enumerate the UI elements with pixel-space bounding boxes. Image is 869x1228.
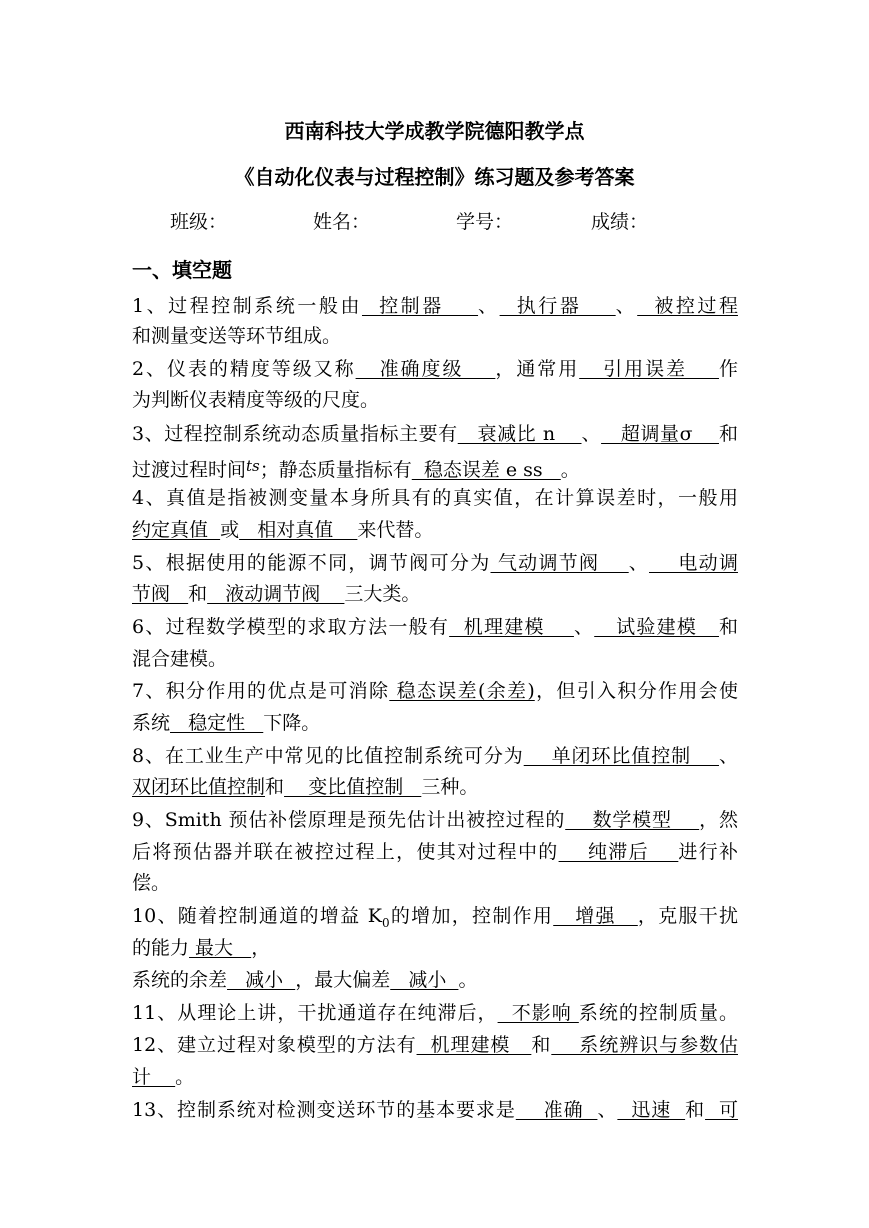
q11-text-end: 系统的控制质量。: [578, 1002, 738, 1024]
question-9-line-1: [132, 806, 738, 834]
q12-blank-2: 系统辨识与参数估: [551, 1034, 738, 1056]
question-4-line-2: [132, 516, 738, 544]
question-9-line-2: [132, 838, 738, 866]
q12-text-end: 。: [175, 1066, 195, 1088]
question-12-line-1: [132, 1031, 738, 1059]
q7-text-end: 下降。: [263, 712, 321, 734]
question-1-line-1: [132, 292, 738, 320]
q1-text-end: 和测量变送等环节组成。: [132, 325, 342, 347]
question-9-line-3: [132, 869, 738, 897]
q5-blank-2: 电动调: [649, 552, 738, 574]
q10-text-4: 的能力: [132, 937, 190, 959]
class-label: 班级：: [170, 211, 228, 233]
k0-subscript: 0: [381, 915, 390, 930]
q9-text-2: ，然: [699, 809, 738, 831]
q8-sep: 、: [718, 745, 738, 767]
question-5-line-1: [132, 549, 738, 577]
question-6-line-1: [132, 613, 738, 641]
q6-text: 6、过程数学模型的求取方法一般有: [132, 616, 450, 638]
q1-sep: 、: [478, 295, 500, 317]
question-12-line-2: [132, 1063, 738, 1091]
q6-blank-1: 机理建模: [449, 616, 574, 638]
q9-blank-2: 纯滞后: [558, 841, 679, 863]
q5-text-2: 和: [188, 583, 208, 605]
score-label: 成绩：: [591, 211, 649, 233]
question-10-line-2: [132, 934, 738, 962]
q6-text-end: 混合建模。: [132, 648, 228, 670]
question-8-line-1: [132, 742, 738, 770]
q10-text-3: ，克服干扰: [637, 905, 738, 927]
q3-sep: 、: [581, 423, 602, 445]
document-subtitle: 《自动化仪表与过程控制》练习题及参考答案: [234, 165, 635, 189]
question-3-line-1: [132, 420, 738, 448]
q2-text-3: 作: [718, 358, 738, 380]
q5-blank-1: 气动调节阀: [490, 552, 629, 574]
q3-text-4: ；静态质量指标有: [259, 459, 412, 480]
q4-text-2: 或: [220, 519, 240, 541]
question-2-line-2: [132, 386, 738, 414]
q3-text: 3、过程控制系统动态质量指标主要有: [132, 423, 458, 445]
question-8-line-2: [132, 773, 738, 801]
question-2-line-1: [132, 355, 738, 383]
q5-text-end: 三大类。: [344, 583, 421, 605]
q10-blank-1: 增强: [553, 905, 638, 927]
ts-symbol: ts: [246, 457, 260, 475]
q7-blank-2: 稳定性: [170, 712, 264, 734]
q9-text-3: 后将预估器并联在被控过程上，使其对过程中的: [132, 841, 559, 863]
q6-blank-2: 试验建模: [594, 616, 719, 638]
q7-text-2: ，但引入积分作用会使: [534, 680, 738, 702]
q9-blank-1: 数学模型: [565, 809, 700, 831]
q8-blank-1: 单闭环比值控制: [523, 745, 719, 767]
q12-blank-1: 机理建模: [416, 1034, 532, 1056]
question-3-line-2: [132, 452, 738, 480]
q12-blank-2-cont: 计: [132, 1066, 176, 1088]
q9-text: 9、Smith 预估补偿原理是预先估计出被控过程的: [132, 809, 566, 831]
q1-sep-2: 、: [615, 295, 638, 317]
q4-blank-2: 相对真值: [239, 519, 358, 541]
q11-blank-1: 不影响: [497, 1002, 579, 1024]
q2-text-end: 为判断仪表精度等级的尺度。: [132, 389, 380, 411]
q7-blank-1: 稳态误差(余差): [389, 680, 535, 702]
q10-text-6: 系统的余差: [132, 969, 228, 991]
q7-text-3: 系统: [132, 712, 171, 734]
q12-text: 12、建立过程对象模型的方法有: [132, 1034, 417, 1056]
q4-text: 4、真值是指被测变量本身所具有的真实值，在计算误差时，一般用: [132, 487, 738, 509]
q1-text: 1、过程控制系统一般由: [132, 295, 362, 317]
q2-text: 2、仪表的精度等级又称: [132, 358, 356, 380]
q13-text-2: 和: [685, 1099, 706, 1121]
q5-blank-2-cont: 节阀: [132, 583, 189, 605]
student-id-label: 学号：: [456, 211, 514, 233]
question-10-line-3: [132, 966, 738, 994]
q12-text-2: 和: [531, 1034, 552, 1056]
q7-text: 7、积分作用的优点是可消除: [132, 680, 390, 702]
q5-text: 5、根据使用的能源不同，调节阀可分为: [132, 552, 491, 574]
question-5-line-2: [132, 580, 738, 608]
q10-text-5: ，: [251, 937, 271, 959]
q6-text-2: 和: [718, 616, 738, 638]
q8-text-end: 三种。: [421, 776, 479, 798]
name-label: 姓名：: [313, 211, 371, 233]
document-title: 西南科技大学成教学院德阳教学点: [284, 119, 585, 143]
q10-text-7: ，最大偏差: [295, 969, 391, 991]
section-heading: 一、填空题: [132, 258, 232, 282]
q8-text-2: 和: [265, 776, 285, 798]
q13-sep: 、: [597, 1099, 618, 1121]
q13-blank-1: 准确: [515, 1099, 598, 1121]
q1-blank-1: 控制器: [361, 295, 479, 317]
q3-text-2: 和: [718, 423, 738, 445]
q1-blank-2: 执行器: [499, 295, 616, 317]
question-10-line-1: [132, 902, 738, 930]
question-6-line-2: [132, 645, 738, 673]
q9-text-4: 进行补: [678, 841, 738, 863]
q3-blank-1: 衰减比 n: [457, 423, 582, 445]
q3-blank-3: 稳态误差 e ss: [411, 459, 561, 480]
q3-text-end: 。: [560, 459, 580, 480]
question-4-line-1: [132, 484, 738, 512]
q5-sep: 、: [628, 552, 650, 574]
q11-text: 11、从理论上讲，干扰通道存在纯滞后，: [132, 1002, 498, 1024]
q9-text-end: 偿。: [132, 872, 171, 894]
q10-text-end: 。: [458, 969, 478, 991]
q10-blank-3: 减小: [227, 969, 296, 991]
q3-blank-2: 超调量σ: [601, 423, 719, 445]
question-1-line-2: [132, 322, 738, 350]
q2-text-2: ，通常用: [495, 358, 580, 380]
q10-text: 10、随着控制通道的增益 K: [132, 905, 382, 927]
q4-blank-1: 约定真值: [132, 519, 221, 541]
q4-text-end: 来代替。: [357, 519, 434, 541]
q10-blank-2: 最大: [189, 937, 252, 959]
q2-blank-1: 准确度级: [355, 358, 496, 380]
q13-blank-3: 可: [705, 1099, 738, 1121]
q8-blank-2: 双闭环比值控制: [132, 776, 266, 798]
q8-blank-3: 变比值控制: [284, 776, 422, 798]
q1-blank-3: 被控过程: [637, 295, 738, 317]
q10-blank-4: 减小: [390, 969, 459, 991]
q8-text: 8、在工业生产中常见的比值控制系统可分为: [132, 745, 524, 767]
q13-blank-2: 迅速: [617, 1099, 686, 1121]
q10-text-2: 的增加，控制作用: [389, 905, 554, 927]
question-7-line-1: [132, 677, 738, 705]
q5-blank-3: 液动调节阀: [207, 583, 345, 605]
q3-text-3: 过渡过程时间: [132, 459, 247, 480]
q2-blank-2: 引用误差: [579, 358, 719, 380]
question-11-line-1: [132, 999, 738, 1027]
question-13-line-1: [132, 1096, 738, 1124]
q13-text: 13、控制系统对检测变送环节的基本要求是: [132, 1099, 516, 1121]
question-7-line-2: [132, 709, 738, 737]
q6-sep: 、: [573, 616, 595, 638]
